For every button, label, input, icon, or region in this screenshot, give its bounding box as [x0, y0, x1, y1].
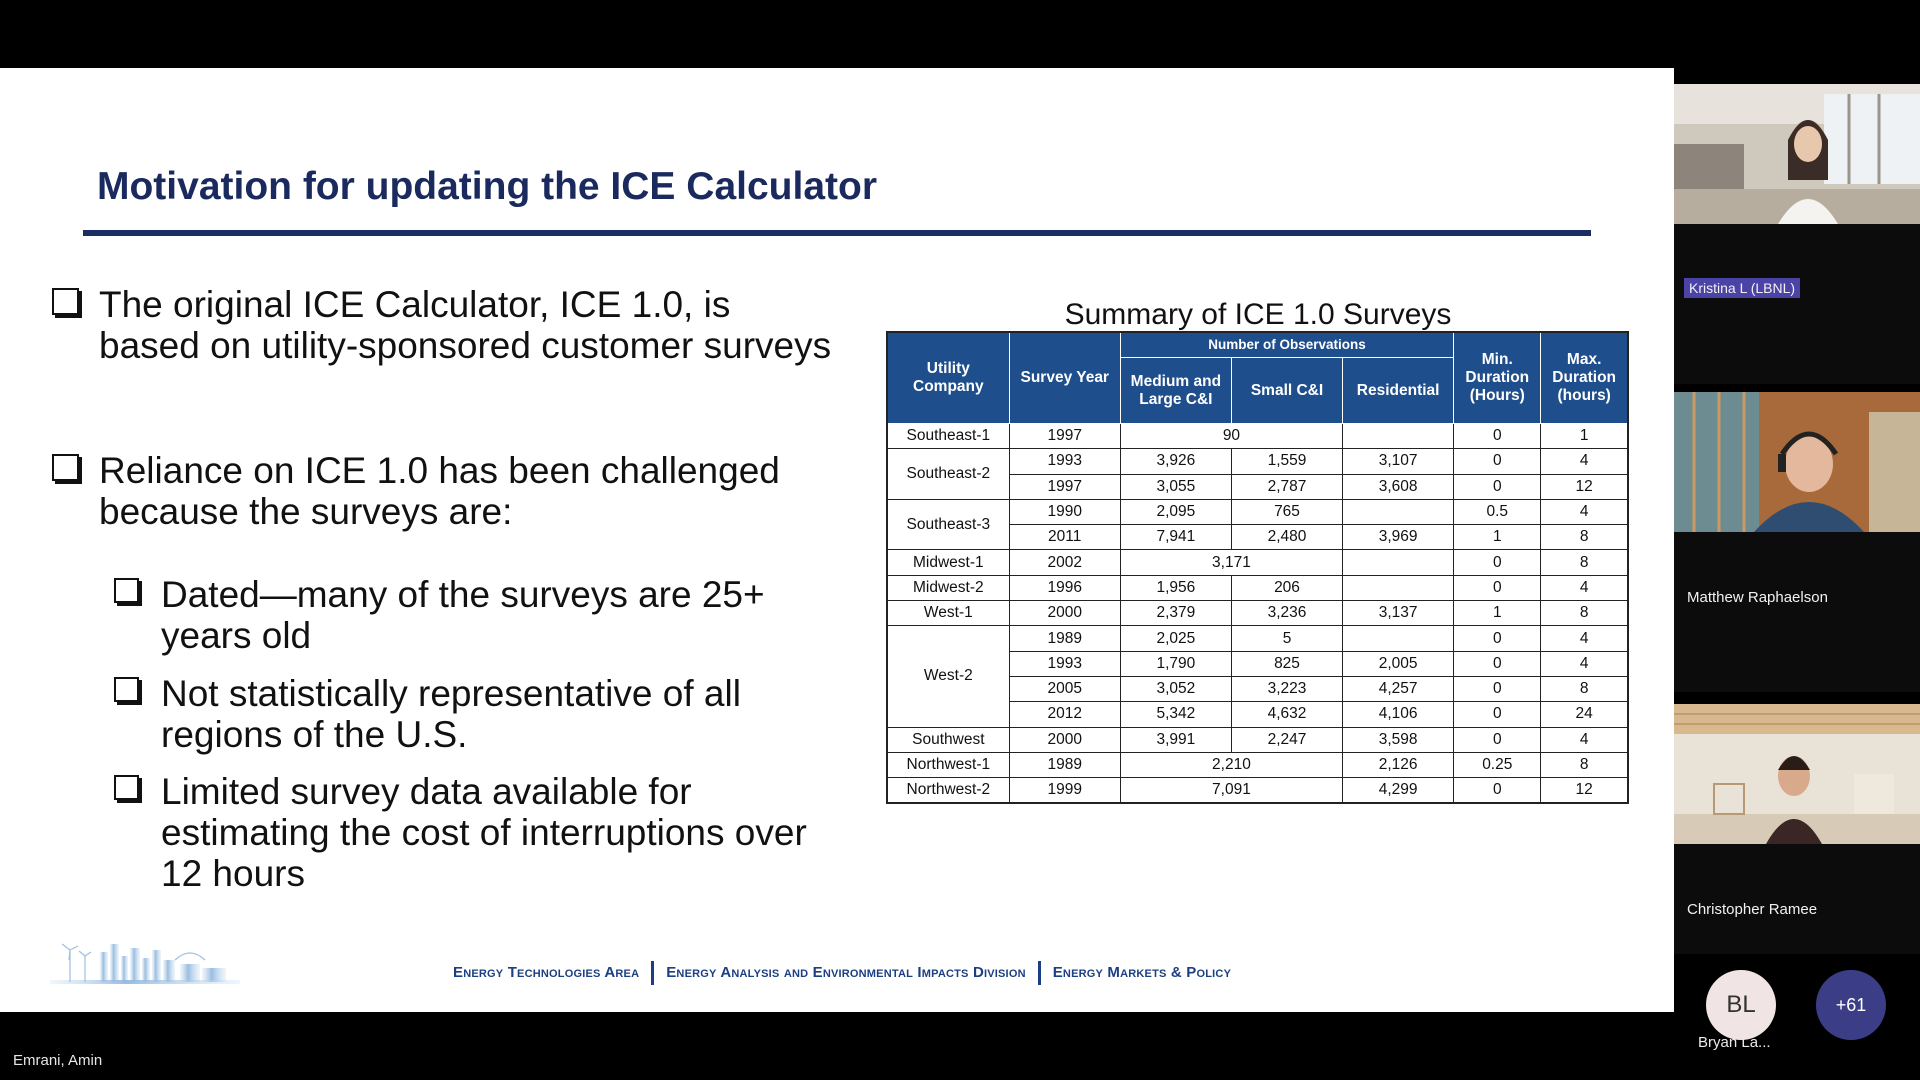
- cell-residential: 3,137: [1343, 601, 1454, 626]
- cell-utility: West-1: [887, 601, 1009, 626]
- cell-min: 0: [1454, 702, 1541, 727]
- table-row: [887, 499, 1628, 524]
- title-divider: [83, 230, 1591, 236]
- cell-year: 1990: [1009, 499, 1120, 524]
- sub-bullet-3: [114, 771, 854, 894]
- slide-footer: [453, 961, 1231, 985]
- cell-residential: 3,598: [1343, 727, 1454, 752]
- cell-year: 1989: [1009, 752, 1120, 777]
- bullet-2: [52, 450, 842, 532]
- cell-utility: Southeast-3: [887, 499, 1009, 550]
- checkbox-bullet-icon: [52, 454, 79, 481]
- cell-residential: [1343, 550, 1454, 575]
- cell-min: 0.25: [1454, 752, 1541, 777]
- header-min-duration: Min. Duration (Hours): [1454, 332, 1541, 424]
- cell-small: 3,236: [1231, 601, 1342, 626]
- cell-utility: West-2: [887, 626, 1009, 727]
- cell-min: 0: [1454, 550, 1541, 575]
- cell-medium-large: 3,926: [1120, 449, 1231, 474]
- cell-small: 3,223: [1231, 676, 1342, 701]
- checkbox-bullet-icon: [52, 288, 79, 315]
- table-row: [887, 424, 1628, 449]
- cell-small: 206: [1231, 575, 1342, 600]
- cell-medium-large: 2,025: [1120, 626, 1231, 651]
- table-row: [887, 626, 1628, 651]
- cell-max: 1: [1541, 424, 1628, 449]
- cell-max: 8: [1541, 550, 1628, 575]
- cell-min: 0: [1454, 626, 1541, 651]
- cell-max: 8: [1541, 676, 1628, 701]
- participant-tile[interactable]: [1674, 84, 1920, 384]
- cell-year: 2012: [1009, 702, 1120, 727]
- participant-tile[interactable]: [1674, 392, 1920, 692]
- cell-year: 1993: [1009, 651, 1120, 676]
- cell-year: 1997: [1009, 424, 1120, 449]
- cell-max: 4: [1541, 651, 1628, 676]
- participant-video-icon: [1674, 392, 1920, 532]
- cell-small: 825: [1231, 651, 1342, 676]
- table-row: [887, 601, 1628, 626]
- cell-min: 0: [1454, 474, 1541, 499]
- cell-year: 1999: [1009, 778, 1120, 804]
- cell-medium-large: 1,956: [1120, 575, 1231, 600]
- cell-medium-large: 5,342: [1120, 702, 1231, 727]
- participant-video-icon: [1674, 704, 1920, 844]
- header-small: Small C&I: [1231, 358, 1342, 424]
- checkbox-bullet-icon: [114, 578, 139, 603]
- header-year: Survey Year: [1009, 332, 1120, 424]
- sub-bullet-1: [114, 574, 854, 656]
- cell-medium-large: 3,055: [1120, 474, 1231, 499]
- participant-name: Kristina L (LBNL): [1684, 278, 1800, 298]
- more-participants-button[interactable]: +61: [1816, 970, 1886, 1040]
- slide-title: Motivation for updating the ICE Calculator: [97, 165, 877, 208]
- header-medium-large: Medium and Large C&I: [1120, 358, 1231, 424]
- cell-min: 0: [1454, 778, 1541, 804]
- cell-min: 0: [1454, 575, 1541, 600]
- sub-bullet-text: Not statistically representative of all regions of the U.S.: [161, 673, 741, 755]
- cell-max: 8: [1541, 525, 1628, 550]
- cell-medium-large: 2,379: [1120, 601, 1231, 626]
- footer-separator: [1038, 961, 1041, 985]
- sub-bullet-text: Limited survey data available for estimating the cost of interruptions over 12 hours: [161, 771, 807, 894]
- checkbox-bullet-icon: [114, 677, 139, 702]
- cell-year: 1996: [1009, 575, 1120, 600]
- shared-slide: [0, 68, 1674, 1012]
- bullet-1: [52, 284, 832, 366]
- checkbox-bullet-icon: [114, 775, 139, 800]
- footer-separator: [651, 961, 654, 985]
- cell-max: 8: [1541, 601, 1628, 626]
- cell-year: 2000: [1009, 601, 1120, 626]
- cell-min: 1: [1454, 525, 1541, 550]
- participant-video-icon: [1674, 84, 1920, 224]
- cell-small: 765: [1231, 499, 1342, 524]
- table-row: [887, 449, 1628, 474]
- cell-year: 2011: [1009, 525, 1120, 550]
- cell-small: 4,632: [1231, 702, 1342, 727]
- cell-utility: Southwest: [887, 727, 1009, 752]
- footer-division: Energy Analysis and Environmental Impacts Division: [666, 963, 1026, 981]
- header-residential: Residential: [1343, 358, 1454, 424]
- table-row: [887, 778, 1628, 804]
- cell-max: 4: [1541, 727, 1628, 752]
- survey-table: [886, 331, 1629, 804]
- table-row: [887, 752, 1628, 777]
- cell-min: 1: [1454, 601, 1541, 626]
- cell-medium-large: 7,941: [1120, 525, 1231, 550]
- cell-small: 2,480: [1231, 525, 1342, 550]
- avatar[interactable]: BL: [1706, 970, 1776, 1040]
- cell-small: 1,559: [1231, 449, 1342, 474]
- table-title: Summary of ICE 1.0 Surveys: [1064, 298, 1452, 331]
- table-row: [887, 727, 1628, 752]
- cell-residential: [1343, 626, 1454, 651]
- cell-utility: Midwest-1: [887, 550, 1009, 575]
- cell-residential: 4,106: [1343, 702, 1454, 727]
- cell-max: 12: [1541, 474, 1628, 499]
- footer-department: Energy Markets & Policy: [1052, 963, 1232, 981]
- cell-max: 8: [1541, 752, 1628, 777]
- cell-residential: 3,608: [1343, 474, 1454, 499]
- cell-utility: Northwest-2: [887, 778, 1009, 804]
- cell-combined-ci: 7,091: [1120, 778, 1342, 804]
- cell-medium-large: 2,095: [1120, 499, 1231, 524]
- presenter-name-label: Emrani, Amin: [13, 1052, 103, 1069]
- cell-utility: Southeast-2: [887, 449, 1009, 500]
- cell-combined-ci: 2,210: [1120, 752, 1342, 777]
- cell-min: 0: [1454, 651, 1541, 676]
- cell-min: 0: [1454, 676, 1541, 701]
- avatar-name: Bryan La...: [1698, 1034, 1771, 1051]
- bullet-text: The original ICE Calculator, ICE 1.0, is based on utility-sponsored customer surveys: [99, 284, 832, 366]
- cell-residential: 2,005: [1343, 651, 1454, 676]
- bullet-text: Reliance on ICE 1.0 has been challenged because the surveys are:: [99, 450, 780, 532]
- cell-year: 1997: [1009, 474, 1120, 499]
- cell-medium-large: 3,991: [1120, 727, 1231, 752]
- cell-year: 1989: [1009, 626, 1120, 651]
- cell-small: 5: [1231, 626, 1342, 651]
- cell-residential: 4,299: [1343, 778, 1454, 804]
- cell-medium-large: 3,052: [1120, 676, 1231, 701]
- table-row: [887, 550, 1628, 575]
- cell-residential: [1343, 499, 1454, 524]
- cell-residential: 3,107: [1343, 449, 1454, 474]
- skyline-logo-icon: [40, 930, 250, 988]
- cell-combined-ci: 3,171: [1120, 550, 1342, 575]
- cell-min: 0.5: [1454, 499, 1541, 524]
- cell-min: 0: [1454, 424, 1541, 449]
- cell-year: 2000: [1009, 727, 1120, 752]
- cell-min: 0: [1454, 449, 1541, 474]
- header-observations: Number of Observations: [1120, 332, 1453, 358]
- cell-residential: 2,126: [1343, 752, 1454, 777]
- footer-area: Energy Technologies Area: [453, 963, 640, 981]
- cell-min: 0: [1454, 727, 1541, 752]
- cell-medium-large: 1,790: [1120, 651, 1231, 676]
- cell-max: 4: [1541, 626, 1628, 651]
- sub-bullet-2: [114, 673, 854, 755]
- cell-combined-ci: 90: [1120, 424, 1342, 449]
- header-max-duration: Max. Duration (hours): [1541, 332, 1628, 424]
- participant-name: Christopher Ramee: [1687, 901, 1818, 918]
- cell-max: 24: [1541, 702, 1628, 727]
- cell-year: 2002: [1009, 550, 1120, 575]
- cell-residential: [1343, 424, 1454, 449]
- sub-bullet-text: Dated—many of the surveys are 25+ years old: [161, 574, 765, 656]
- cell-year: 1993: [1009, 449, 1120, 474]
- cell-small: 2,787: [1231, 474, 1342, 499]
- cell-utility: Northwest-1: [887, 752, 1009, 777]
- cell-max: 12: [1541, 778, 1628, 804]
- cell-max: 4: [1541, 575, 1628, 600]
- cell-residential: 3,969: [1343, 525, 1454, 550]
- participant-tile[interactable]: [1674, 704, 1920, 954]
- header-utility: Utility Company: [887, 332, 1009, 424]
- cell-max: 4: [1541, 499, 1628, 524]
- cell-residential: [1343, 575, 1454, 600]
- cell-small: 2,247: [1231, 727, 1342, 752]
- cell-max: 4: [1541, 449, 1628, 474]
- table-row: [887, 575, 1628, 600]
- cell-year: 2005: [1009, 676, 1120, 701]
- cell-utility: Southeast-1: [887, 424, 1009, 449]
- cell-residential: 4,257: [1343, 676, 1454, 701]
- cell-utility: Midwest-2: [887, 575, 1009, 600]
- participant-name: Matthew Raphaelson: [1687, 589, 1828, 606]
